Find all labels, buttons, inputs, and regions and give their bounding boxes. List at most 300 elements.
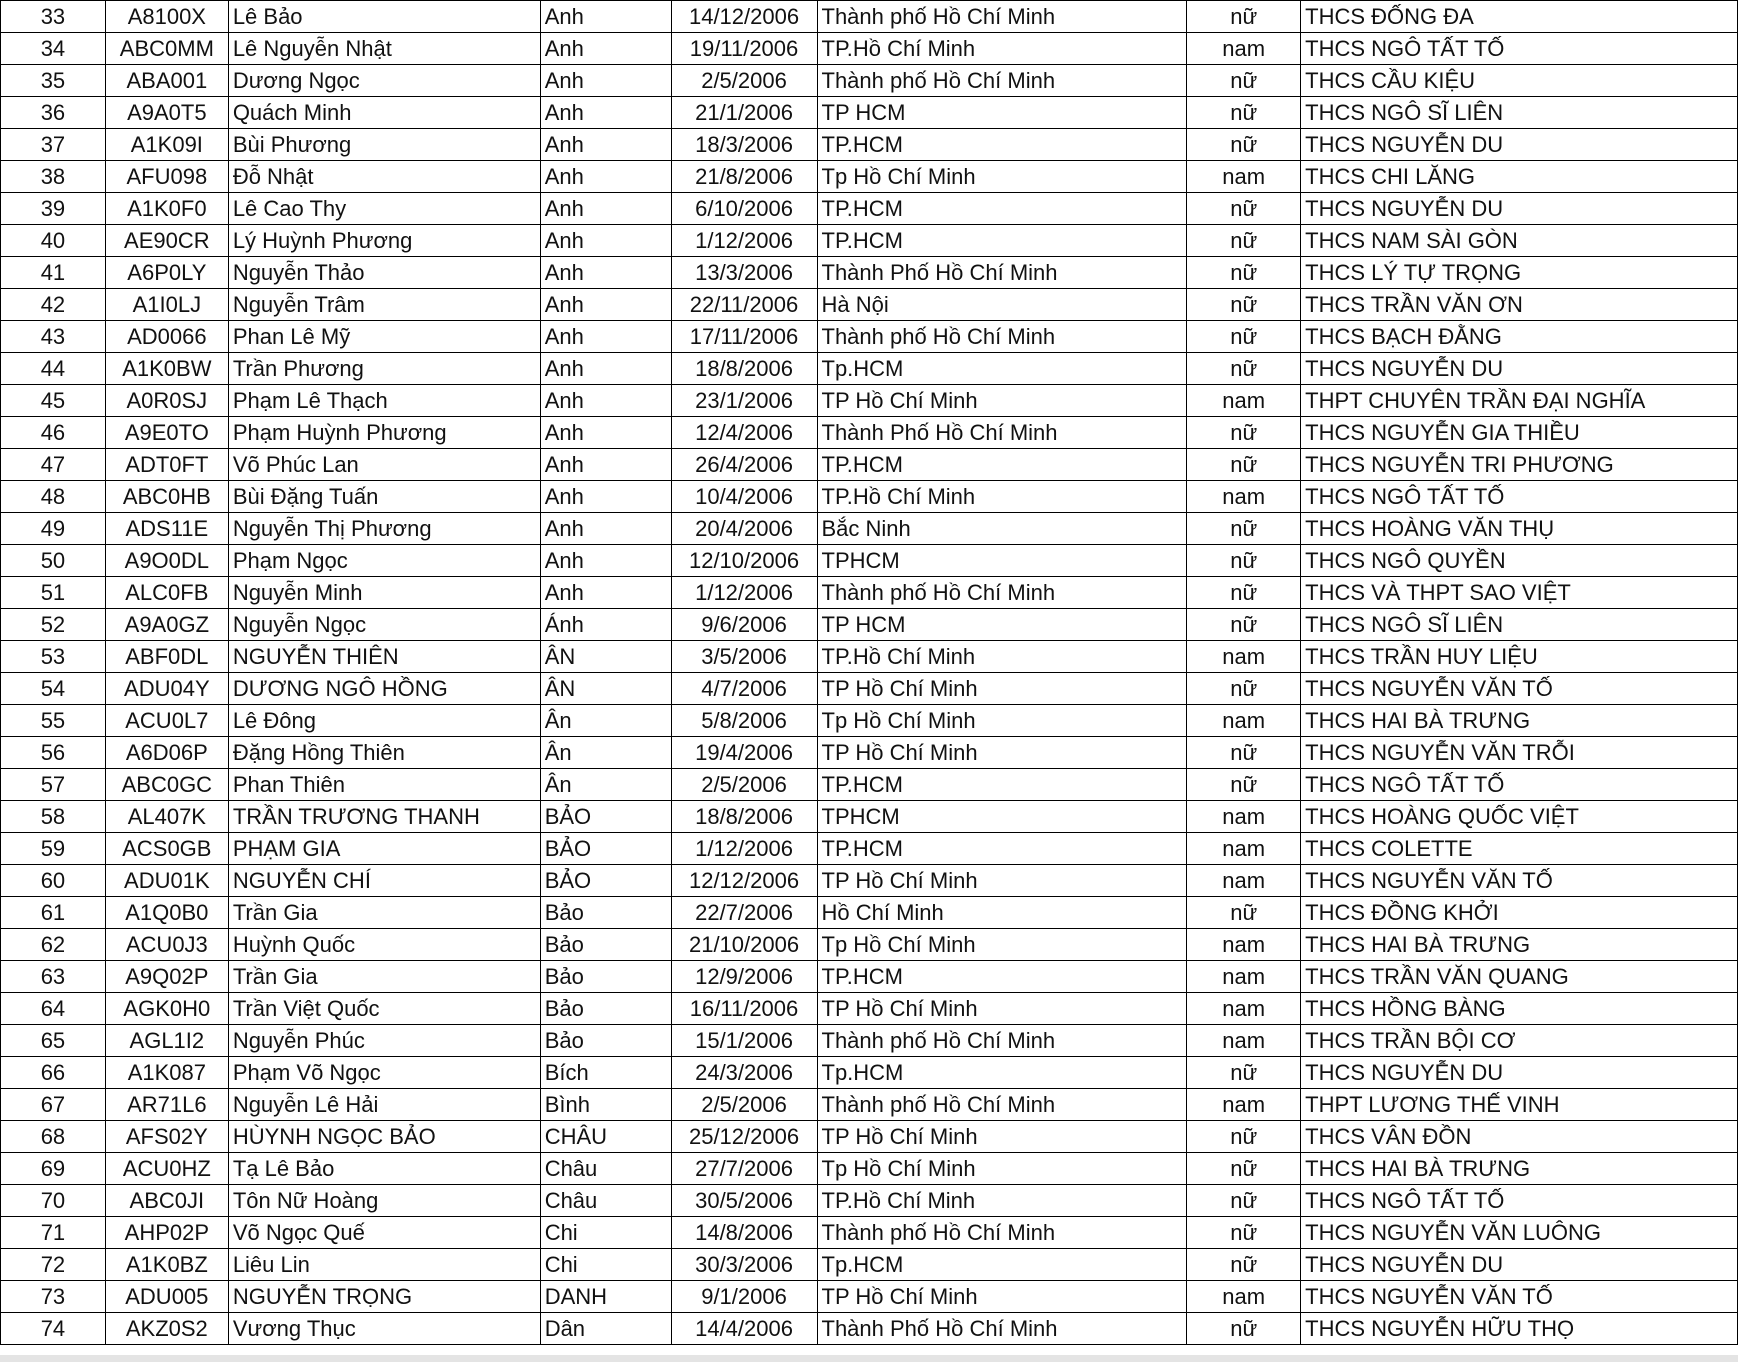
school-cell[interactable]: THCS NGÔ TẤT TỐ (1301, 33, 1738, 65)
birthplace-cell[interactable]: Tp.HCM (817, 1249, 1187, 1281)
gender-cell[interactable]: nữ (1187, 1249, 1301, 1281)
school-cell[interactable]: THCS NGUYỄN HỮU THỌ (1301, 1313, 1738, 1345)
birthplace-cell[interactable]: TP.HCM (817, 833, 1187, 865)
code-cell[interactable]: ABC0JI (105, 1185, 228, 1217)
code-cell[interactable]: AFU098 (105, 161, 228, 193)
gender-cell[interactable]: nữ (1187, 1153, 1301, 1185)
gender-cell[interactable]: nam (1187, 1025, 1301, 1057)
school-cell[interactable]: THCS NGUYỄN DU (1301, 353, 1738, 385)
given-name-cell[interactable]: Anh (540, 513, 671, 545)
dob-cell[interactable]: 1/12/2006 (671, 577, 817, 609)
given-name-cell[interactable]: Anh (540, 129, 671, 161)
gender-cell[interactable]: nam (1187, 161, 1301, 193)
stt-cell[interactable]: 72 (1, 1249, 106, 1281)
gender-cell[interactable]: nữ (1187, 449, 1301, 481)
gender-cell[interactable]: nữ (1187, 289, 1301, 321)
surname-cell[interactable]: Bùi Đặng Tuấn (228, 481, 540, 513)
gender-cell[interactable]: nữ (1187, 321, 1301, 353)
gender-cell[interactable]: nam (1187, 993, 1301, 1025)
given-name-cell[interactable]: Anh (540, 65, 671, 97)
stt-cell[interactable]: 63 (1, 961, 106, 993)
stt-cell[interactable]: 51 (1, 577, 106, 609)
given-name-cell[interactable]: Anh (540, 385, 671, 417)
dob-cell[interactable]: 5/8/2006 (671, 705, 817, 737)
gender-cell[interactable]: nam (1187, 1089, 1301, 1121)
code-cell[interactable]: AKZ0S2 (105, 1313, 228, 1345)
birthplace-cell[interactable]: TP.HCM (817, 449, 1187, 481)
dob-cell[interactable]: 4/7/2006 (671, 673, 817, 705)
surname-cell[interactable]: Phạm Lê Thạch (228, 385, 540, 417)
stt-cell[interactable]: 47 (1, 449, 106, 481)
surname-cell[interactable]: Bùi Phương (228, 129, 540, 161)
birthplace-cell[interactable]: TP Hồ Chí Minh (817, 737, 1187, 769)
given-name-cell[interactable]: Anh (540, 353, 671, 385)
surname-cell[interactable]: TRẦN TRƯƠNG THANH (228, 801, 540, 833)
surname-cell[interactable]: Lê Đông (228, 705, 540, 737)
birthplace-cell[interactable]: TP Hồ Chí Minh (817, 1281, 1187, 1313)
gender-cell[interactable]: nữ (1187, 193, 1301, 225)
stt-cell[interactable]: 39 (1, 193, 106, 225)
given-name-cell[interactable]: Anh (540, 289, 671, 321)
gender-cell[interactable]: nữ (1187, 737, 1301, 769)
surname-cell[interactable]: Lý Huỳnh Phương (228, 225, 540, 257)
given-name-cell[interactable]: Anh (540, 33, 671, 65)
birthplace-cell[interactable]: TP.HCM (817, 769, 1187, 801)
birthplace-cell[interactable]: TP.HCM (817, 225, 1187, 257)
school-cell[interactable]: THCS TRẦN HUY LIỆU (1301, 641, 1738, 673)
surname-cell[interactable]: Trần Phương (228, 353, 540, 385)
given-name-cell[interactable]: Bích (540, 1057, 671, 1089)
surname-cell[interactable]: Đỗ Nhật (228, 161, 540, 193)
stt-cell[interactable]: 74 (1, 1313, 106, 1345)
birthplace-cell[interactable]: Tp.HCM (817, 1057, 1187, 1089)
birthplace-cell[interactable]: TP Hồ Chí Minh (817, 865, 1187, 897)
school-cell[interactable]: THCS CẦU KIỆU (1301, 65, 1738, 97)
code-cell[interactable]: A9Q02P (105, 961, 228, 993)
dob-cell[interactable]: 10/4/2006 (671, 481, 817, 513)
gender-cell[interactable]: nam (1187, 641, 1301, 673)
given-name-cell[interactable]: Ân (540, 769, 671, 801)
surname-cell[interactable]: PHẠM GIA (228, 833, 540, 865)
school-cell[interactable]: THCS NGÔ SĨ LIÊN (1301, 609, 1738, 641)
gender-cell[interactable]: nữ (1187, 257, 1301, 289)
code-cell[interactable]: AE90CR (105, 225, 228, 257)
stt-cell[interactable]: 33 (1, 1, 106, 33)
stt-cell[interactable]: 38 (1, 161, 106, 193)
school-cell[interactable]: THCS NGÔ TẤT TỐ (1301, 769, 1738, 801)
code-cell[interactable]: ACU0J3 (105, 929, 228, 961)
dob-cell[interactable]: 2/5/2006 (671, 769, 817, 801)
given-name-cell[interactable]: BẢO (540, 801, 671, 833)
code-cell[interactable]: A1K0BW (105, 353, 228, 385)
surname-cell[interactable]: Võ Phúc Lan (228, 449, 540, 481)
given-name-cell[interactable]: Anh (540, 97, 671, 129)
gender-cell[interactable]: nam (1187, 1281, 1301, 1313)
birthplace-cell[interactable]: TP.HCM (817, 129, 1187, 161)
code-cell[interactable]: A9A0T5 (105, 97, 228, 129)
code-cell[interactable]: A1K0BZ (105, 1249, 228, 1281)
code-cell[interactable]: ABC0GC (105, 769, 228, 801)
birthplace-cell[interactable]: Tp Hồ Chí Minh (817, 705, 1187, 737)
code-cell[interactable]: ALC0FB (105, 577, 228, 609)
stt-cell[interactable]: 62 (1, 929, 106, 961)
given-name-cell[interactable]: Anh (540, 321, 671, 353)
school-cell[interactable]: THCS HAI BÀ TRƯNG (1301, 929, 1738, 961)
school-cell[interactable]: THCS COLETTE (1301, 833, 1738, 865)
gender-cell[interactable]: nam (1187, 385, 1301, 417)
stt-cell[interactable]: 69 (1, 1153, 106, 1185)
stt-cell[interactable]: 37 (1, 129, 106, 161)
school-cell[interactable]: THCS NGUYỄN VĂN TỐ (1301, 673, 1738, 705)
birthplace-cell[interactable]: TPHCM (817, 801, 1187, 833)
birthplace-cell[interactable]: TP Hồ Chí Minh (817, 385, 1187, 417)
stt-cell[interactable]: 70 (1, 1185, 106, 1217)
gender-cell[interactable]: nữ (1187, 545, 1301, 577)
given-name-cell[interactable]: Anh (540, 1, 671, 33)
surname-cell[interactable]: Nguyễn Minh (228, 577, 540, 609)
surname-cell[interactable]: DƯƠNG NGÔ HỒNG (228, 673, 540, 705)
birthplace-cell[interactable]: Thành phố Hồ Chí Minh (817, 1089, 1187, 1121)
given-name-cell[interactable]: CHÂU (540, 1121, 671, 1153)
school-cell[interactable]: THPT LƯƠNG THẾ VINH (1301, 1089, 1738, 1121)
given-name-cell[interactable]: Anh (540, 257, 671, 289)
code-cell[interactable]: A9A0GZ (105, 609, 228, 641)
birthplace-cell[interactable]: Thành Phố Hồ Chí Minh (817, 1313, 1187, 1345)
given-name-cell[interactable]: Ân (540, 737, 671, 769)
stt-cell[interactable]: 41 (1, 257, 106, 289)
surname-cell[interactable]: Lê Cao Thy (228, 193, 540, 225)
dob-cell[interactable]: 22/7/2006 (671, 897, 817, 929)
code-cell[interactable]: A1K0F0 (105, 193, 228, 225)
code-cell[interactable]: ABC0MM (105, 33, 228, 65)
surname-cell[interactable]: Phạm Ngọc (228, 545, 540, 577)
school-cell[interactable]: THCS HOÀNG QUỐC VIỆT (1301, 801, 1738, 833)
dob-cell[interactable]: 17/11/2006 (671, 321, 817, 353)
gender-cell[interactable]: nam (1187, 865, 1301, 897)
code-cell[interactable]: ACS0GB (105, 833, 228, 865)
surname-cell[interactable]: Nguyễn Trâm (228, 289, 540, 321)
birthplace-cell[interactable]: TP Hồ Chí Minh (817, 993, 1187, 1025)
given-name-cell[interactable]: Châu (540, 1185, 671, 1217)
birthplace-cell[interactable]: Thành phố Hồ Chí Minh (817, 1, 1187, 33)
surname-cell[interactable]: Trần Gia (228, 897, 540, 929)
dob-cell[interactable]: 13/3/2006 (671, 257, 817, 289)
code-cell[interactable]: AHP02P (105, 1217, 228, 1249)
code-cell[interactable]: A8100X (105, 1, 228, 33)
dob-cell[interactable]: 24/3/2006 (671, 1057, 817, 1089)
dob-cell[interactable]: 19/11/2006 (671, 33, 817, 65)
dob-cell[interactable]: 20/4/2006 (671, 513, 817, 545)
surname-cell[interactable]: Liêu Lin (228, 1249, 540, 1281)
dob-cell[interactable]: 21/1/2006 (671, 97, 817, 129)
dob-cell[interactable]: 1/12/2006 (671, 225, 817, 257)
gender-cell[interactable]: nữ (1187, 769, 1301, 801)
birthplace-cell[interactable]: Tp Hồ Chí Minh (817, 929, 1187, 961)
surname-cell[interactable]: Nguyễn Lê Hải (228, 1089, 540, 1121)
given-name-cell[interactable]: Bảo (540, 961, 671, 993)
code-cell[interactable]: ADU04Y (105, 673, 228, 705)
dob-cell[interactable]: 9/1/2006 (671, 1281, 817, 1313)
dob-cell[interactable]: 21/10/2006 (671, 929, 817, 961)
stt-cell[interactable]: 36 (1, 97, 106, 129)
surname-cell[interactable]: Quách Minh (228, 97, 540, 129)
given-name-cell[interactable]: Bình (540, 1089, 671, 1121)
school-cell[interactable]: THCS TRẦN VĂN ƠN (1301, 289, 1738, 321)
dob-cell[interactable]: 27/7/2006 (671, 1153, 817, 1185)
stt-cell[interactable]: 57 (1, 769, 106, 801)
gender-cell[interactable]: nữ (1187, 513, 1301, 545)
surname-cell[interactable]: Lê Bảo (228, 1, 540, 33)
birthplace-cell[interactable]: Tp.HCM (817, 353, 1187, 385)
surname-cell[interactable]: Nguyễn Phúc (228, 1025, 540, 1057)
birthplace-cell[interactable]: Hồ Chí Minh (817, 897, 1187, 929)
school-cell[interactable]: THCS HAI BÀ TRƯNG (1301, 1153, 1738, 1185)
dob-cell[interactable]: 30/3/2006 (671, 1249, 817, 1281)
code-cell[interactable]: AFS02Y (105, 1121, 228, 1153)
school-cell[interactable]: THCS NGUYỄN DU (1301, 1057, 1738, 1089)
birthplace-cell[interactable]: Thành Phố Hồ Chí Minh (817, 417, 1187, 449)
given-name-cell[interactable]: Anh (540, 193, 671, 225)
school-cell[interactable]: THCS HOÀNG VĂN THỤ (1301, 513, 1738, 545)
school-cell[interactable]: THCS NAM SÀI GÒN (1301, 225, 1738, 257)
school-cell[interactable]: THCS NGUYỄN VĂN TỐ (1301, 1281, 1738, 1313)
gender-cell[interactable]: nữ (1187, 1217, 1301, 1249)
given-name-cell[interactable]: Bảo (540, 929, 671, 961)
dob-cell[interactable]: 12/4/2006 (671, 417, 817, 449)
given-name-cell[interactable]: Anh (540, 161, 671, 193)
given-name-cell[interactable]: Châu (540, 1153, 671, 1185)
code-cell[interactable]: A1K09I (105, 129, 228, 161)
surname-cell[interactable]: Võ Ngọc Quế (228, 1217, 540, 1249)
code-cell[interactable]: ADU005 (105, 1281, 228, 1313)
surname-cell[interactable]: Trần Gia (228, 961, 540, 993)
school-cell[interactable]: THCS NGUYỄN VĂN TỐ (1301, 865, 1738, 897)
surname-cell[interactable]: Phan Lê Mỹ (228, 321, 540, 353)
given-name-cell[interactable]: Anh (540, 417, 671, 449)
dob-cell[interactable]: 6/10/2006 (671, 193, 817, 225)
stt-cell[interactable]: 54 (1, 673, 106, 705)
gender-cell[interactable]: nam (1187, 961, 1301, 993)
dob-cell[interactable]: 12/9/2006 (671, 961, 817, 993)
stt-cell[interactable]: 40 (1, 225, 106, 257)
gender-cell[interactable]: nữ (1187, 353, 1301, 385)
birthplace-cell[interactable]: TP HCM (817, 609, 1187, 641)
dob-cell[interactable]: 16/11/2006 (671, 993, 817, 1025)
school-cell[interactable]: THCS NGUYỄN DU (1301, 193, 1738, 225)
dob-cell[interactable]: 1/12/2006 (671, 833, 817, 865)
dob-cell[interactable]: 18/8/2006 (671, 801, 817, 833)
code-cell[interactable]: AD0066 (105, 321, 228, 353)
dob-cell[interactable]: 12/12/2006 (671, 865, 817, 897)
birthplace-cell[interactable]: Thành phố Hồ Chí Minh (817, 1025, 1187, 1057)
gender-cell[interactable]: nữ (1187, 897, 1301, 929)
dob-cell[interactable]: 14/12/2006 (671, 1, 817, 33)
given-name-cell[interactable]: Bảo (540, 1025, 671, 1057)
code-cell[interactable]: AGL1I2 (105, 1025, 228, 1057)
school-cell[interactable]: THPT CHUYÊN TRẦN ĐẠI NGHĨA (1301, 385, 1738, 417)
surname-cell[interactable]: Phạm Huỳnh Phương (228, 417, 540, 449)
school-cell[interactable]: THCS HAI BÀ TRƯNG (1301, 705, 1738, 737)
code-cell[interactable]: ACU0L7 (105, 705, 228, 737)
birthplace-cell[interactable]: TP.HCM (817, 961, 1187, 993)
gender-cell[interactable]: nữ (1187, 97, 1301, 129)
surname-cell[interactable]: Huỳnh Quốc (228, 929, 540, 961)
stt-cell[interactable]: 43 (1, 321, 106, 353)
given-name-cell[interactable]: Anh (540, 545, 671, 577)
stt-cell[interactable]: 44 (1, 353, 106, 385)
given-name-cell[interactable]: Ánh (540, 609, 671, 641)
surname-cell[interactable]: NGUYỄN CHÍ (228, 865, 540, 897)
code-cell[interactable]: ADU01K (105, 865, 228, 897)
stt-cell[interactable]: 66 (1, 1057, 106, 1089)
school-cell[interactable]: THCS NGUYỄN TRI PHƯƠNG (1301, 449, 1738, 481)
stt-cell[interactable]: 35 (1, 65, 106, 97)
dob-cell[interactable]: 19/4/2006 (671, 737, 817, 769)
birthplace-cell[interactable]: Thành phố Hồ Chí Minh (817, 577, 1187, 609)
stt-cell[interactable]: 34 (1, 33, 106, 65)
gender-cell[interactable]: nữ (1187, 65, 1301, 97)
given-name-cell[interactable]: Bảo (540, 993, 671, 1025)
school-cell[interactable]: THCS NGÔ TẤT TỐ (1301, 1185, 1738, 1217)
birthplace-cell[interactable]: Hà Nội (817, 289, 1187, 321)
school-cell[interactable]: THCS NGÔ TẤT TỐ (1301, 481, 1738, 513)
surname-cell[interactable]: NGUYỄN THIÊN (228, 641, 540, 673)
code-cell[interactable]: AGK0H0 (105, 993, 228, 1025)
stt-cell[interactable]: 73 (1, 1281, 106, 1313)
stt-cell[interactable]: 64 (1, 993, 106, 1025)
code-cell[interactable]: AR71L6 (105, 1089, 228, 1121)
code-cell[interactable]: A1I0LJ (105, 289, 228, 321)
stt-cell[interactable]: 67 (1, 1089, 106, 1121)
code-cell[interactable]: A1Q0B0 (105, 897, 228, 929)
surname-cell[interactable]: Vương Thục (228, 1313, 540, 1345)
given-name-cell[interactable]: BẢO (540, 865, 671, 897)
surname-cell[interactable]: Nguyễn Ngọc (228, 609, 540, 641)
dob-cell[interactable]: 18/3/2006 (671, 129, 817, 161)
code-cell[interactable]: ABF0DL (105, 641, 228, 673)
birthplace-cell[interactable]: Thành phố Hồ Chí Minh (817, 321, 1187, 353)
gender-cell[interactable]: nữ (1187, 1057, 1301, 1089)
code-cell[interactable]: ABC0HB (105, 481, 228, 513)
surname-cell[interactable]: Trần Việt Quốc (228, 993, 540, 1025)
given-name-cell[interactable]: Ân (540, 705, 671, 737)
dob-cell[interactable]: 14/8/2006 (671, 1217, 817, 1249)
school-cell[interactable]: THCS NGUYỄN GIA THIỀU (1301, 417, 1738, 449)
stt-cell[interactable]: 55 (1, 705, 106, 737)
code-cell[interactable]: AL407K (105, 801, 228, 833)
given-name-cell[interactable]: Dân (540, 1313, 671, 1345)
surname-cell[interactable]: Lê Nguyễn Nhật (228, 33, 540, 65)
given-name-cell[interactable]: Anh (540, 577, 671, 609)
school-cell[interactable]: THCS ĐỐNG ĐA (1301, 1, 1738, 33)
surname-cell[interactable]: Tạ Lê Bảo (228, 1153, 540, 1185)
given-name-cell[interactable]: Anh (540, 481, 671, 513)
given-name-cell[interactable]: Chi (540, 1249, 671, 1281)
given-name-cell[interactable]: ÂN (540, 641, 671, 673)
dob-cell[interactable]: 30/5/2006 (671, 1185, 817, 1217)
dob-cell[interactable]: 18/8/2006 (671, 353, 817, 385)
stt-cell[interactable]: 65 (1, 1025, 106, 1057)
gender-cell[interactable]: nữ (1187, 1, 1301, 33)
surname-cell[interactable]: Đặng Hồng Thiên (228, 737, 540, 769)
gender-cell[interactable]: nữ (1187, 577, 1301, 609)
surname-cell[interactable]: Dương Ngọc (228, 65, 540, 97)
given-name-cell[interactable]: BẢO (540, 833, 671, 865)
stt-cell[interactable]: 45 (1, 385, 106, 417)
stt-cell[interactable]: 52 (1, 609, 106, 641)
birthplace-cell[interactable]: Bắc Ninh (817, 513, 1187, 545)
school-cell[interactable]: THCS LÝ TỰ TRỌNG (1301, 257, 1738, 289)
given-name-cell[interactable]: ÂN (540, 673, 671, 705)
school-cell[interactable]: THCS CHI LĂNG (1301, 161, 1738, 193)
stt-cell[interactable]: 61 (1, 897, 106, 929)
code-cell[interactable]: A9E0TO (105, 417, 228, 449)
dob-cell[interactable]: 12/10/2006 (671, 545, 817, 577)
school-cell[interactable]: THCS NGÔ SĨ LIÊN (1301, 97, 1738, 129)
birthplace-cell[interactable]: TP.Hồ Chí Minh (817, 481, 1187, 513)
school-cell[interactable]: THCS NGUYỄN VĂN TRỖI (1301, 737, 1738, 769)
dob-cell[interactable]: 25/12/2006 (671, 1121, 817, 1153)
code-cell[interactable]: ABA001 (105, 65, 228, 97)
surname-cell[interactable]: Phan Thiên (228, 769, 540, 801)
birthplace-cell[interactable]: Thành phố Hồ Chí Minh (817, 1217, 1187, 1249)
code-cell[interactable]: ADT0FT (105, 449, 228, 481)
birthplace-cell[interactable]: TP HCM (817, 97, 1187, 129)
stt-cell[interactable]: 58 (1, 801, 106, 833)
school-cell[interactable]: THCS HỒNG BÀNG (1301, 993, 1738, 1025)
stt-cell[interactable]: 48 (1, 481, 106, 513)
stt-cell[interactable]: 50 (1, 545, 106, 577)
stt-cell[interactable]: 53 (1, 641, 106, 673)
stt-cell[interactable]: 49 (1, 513, 106, 545)
gender-cell[interactable]: nữ (1187, 673, 1301, 705)
surname-cell[interactable]: Nguyễn Thảo (228, 257, 540, 289)
surname-cell[interactable]: Phạm Võ Ngọc (228, 1057, 540, 1089)
school-cell[interactable]: THCS NGUYỄN VĂN LUÔNG (1301, 1217, 1738, 1249)
gender-cell[interactable]: nữ (1187, 1121, 1301, 1153)
given-name-cell[interactable]: Chi (540, 1217, 671, 1249)
gender-cell[interactable]: nữ (1187, 129, 1301, 161)
birthplace-cell[interactable]: Tp Hồ Chí Minh (817, 161, 1187, 193)
gender-cell[interactable]: nam (1187, 929, 1301, 961)
birthplace-cell[interactable]: Thành phố Hồ Chí Minh (817, 65, 1187, 97)
school-cell[interactable]: THCS ĐỒNG KHỞI (1301, 897, 1738, 929)
dob-cell[interactable]: 9/6/2006 (671, 609, 817, 641)
dob-cell[interactable]: 23/1/2006 (671, 385, 817, 417)
birthplace-cell[interactable]: TPHCM (817, 545, 1187, 577)
gender-cell[interactable]: nam (1187, 705, 1301, 737)
surname-cell[interactable]: HÙYNH NGỌC BẢO (228, 1121, 540, 1153)
code-cell[interactable]: ADS11E (105, 513, 228, 545)
stt-cell[interactable]: 71 (1, 1217, 106, 1249)
stt-cell[interactable]: 42 (1, 289, 106, 321)
dob-cell[interactable]: 15/1/2006 (671, 1025, 817, 1057)
gender-cell[interactable]: nữ (1187, 417, 1301, 449)
dob-cell[interactable]: 22/11/2006 (671, 289, 817, 321)
gender-cell[interactable]: nữ (1187, 609, 1301, 641)
surname-cell[interactable]: Nguyễn Thị Phương (228, 513, 540, 545)
dob-cell[interactable]: 14/4/2006 (671, 1313, 817, 1345)
code-cell[interactable]: A6D06P (105, 737, 228, 769)
code-cell[interactable]: A0R0SJ (105, 385, 228, 417)
code-cell[interactable]: A6P0LY (105, 257, 228, 289)
school-cell[interactable]: THCS TRẦN BỘI CƠ (1301, 1025, 1738, 1057)
birthplace-cell[interactable]: TP.Hồ Chí Minh (817, 33, 1187, 65)
gender-cell[interactable]: nữ (1187, 1185, 1301, 1217)
gender-cell[interactable]: nam (1187, 33, 1301, 65)
gender-cell[interactable]: nữ (1187, 1313, 1301, 1345)
code-cell[interactable]: A9O0DL (105, 545, 228, 577)
